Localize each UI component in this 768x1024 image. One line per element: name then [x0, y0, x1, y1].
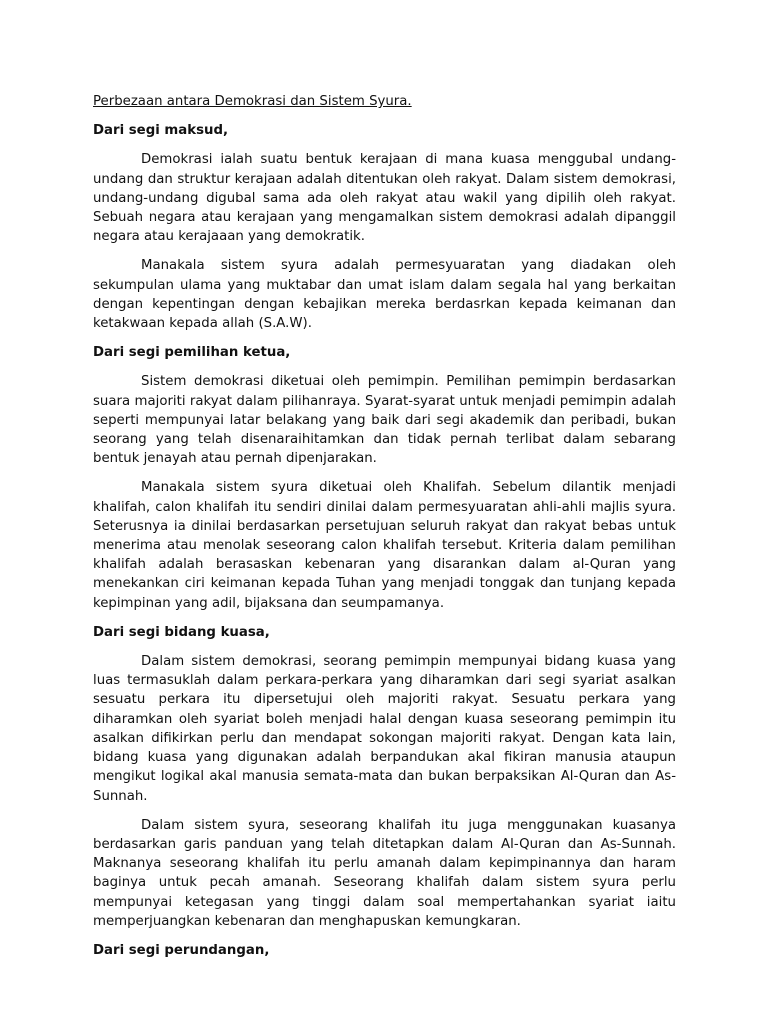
paragraph: Sistem demokrasi diketuai oleh pemimpin. Pemilihan pemimpin berdasarkan suara majoriti rakyat dalam pilihanraya. Syarat-syarat untuk menjadi pemimpin adalah seperti mempunyai latar belakang yang baik dari segi akademik dan peribadi, bukan seorang yang telah disenaraihitamkan dan tidak pernah terlibat dalam sebarang bentuk jenayah atau pernah dipenjarakan. — [93, 374, 676, 467]
section-heading: Dari segi perundangan, — [93, 942, 270, 958]
section-heading: Dari segi bidang kuasa, — [93, 624, 270, 640]
paragraph: Manakala sistem syura adalah permesyuaratan yang diadakan oleh sekumpulan ulama yang muktabar dan umat islam dalam segala hal yang berkaitan dengan kepentingan dengan kebajikan mereka berdasrkan kepada keimanan dan ketakwaan kepada allah (S.A.W). — [93, 258, 676, 332]
section-heading: Dari segi pemilihan ketua, — [93, 345, 291, 361]
document-page — [93, 92, 676, 970]
paragraph: Demokrasi ialah suatu bentuk kerajaan di mana kuasa menggubal undang-undang dan struktur kerajaan adalah ditentukan oleh rakyat. Dalam sistem demokrasi, undang-undang digubal sama ada oleh rakyat atau wakil yang dipilih oleh rakyat. Sebuah negara atau kerajaan yang mengamalkan sistem demokrasi adalah dipanggil negara atau kerajaaan yang demokratik. — [93, 152, 676, 245]
paragraph: Manakala sistem syura diketuai oleh Khalifah. Sebelum dilantik menjadi khalifah, calon khalifah itu sendiri dinilai dalam permesyuaratan ahli-ahli majlis syura. Seterusnya ia dinilai berdasarkan persetujuan seluruh rakyat dan rakyat bebas untuk menerima atau menolak seseorang calon khalifah tersebut. Kriteria dalam pemilihan khalifah adalah berasaskan kebenaran yang disarankan dalam al-Quran yang menekankan ciri keimanan kepada Tuhan yang menjadi tonggak dan tunjang kepada kepimpinan yang adil, bijaksana dan seumpamanya. — [93, 480, 676, 611]
section-bidang-kuasa — [93, 623, 676, 931]
section-heading: Dari segi maksud, — [93, 123, 229, 139]
paragraph: Dalam sistem demokrasi, seorang pemimpin mempunyai bidang kuasa yang luas termasuklah dalam perkara-perkara yang diharamkan dari segi syariat asalkan sesuatu perkara itu dipersetujui oleh majoriti rakyat. Sesuatu perkara yang diharamkan oleh syariat boleh menjadi halal dengan kuasa seseorang pemimpin itu asalkan difikirkan perlu dan mendapat sokongan majoriti rakyat. Dengan kata lain, bidang kuasa yang digunakan adalah berpandukan akal fikiran manusia ataupun mengikut logikal akal manusia semata-mata dan bukan berpaksikan Al-Quran dan As-Sunnah. — [93, 654, 676, 804]
section-maksud — [93, 121, 676, 333]
section-pemilihan-ketua — [93, 343, 676, 613]
paragraph: Dalam sistem syura, seseorang khalifah itu juga menggunakan kuasanya berdasarkan garis panduan yang telah ditetapkan dalam Al-Quran dan As-Sunnah. Maknanya seseorang khalifah itu perlu amanah dalam kepimpinannya dan haram baginya untuk pecah amanah. Seseorang khalifah dalam sistem syura perlu mempunyai ketegasan yang tinggi dalam soal mempertahankan syariat iaitu memperjuangkan kebenaran dan menghapuskan kemungkaran. — [93, 817, 676, 929]
document-title: Perbezaan antara Demokrasi dan Sistem Syura. — [93, 94, 412, 109]
section-perundangan — [93, 941, 676, 960]
